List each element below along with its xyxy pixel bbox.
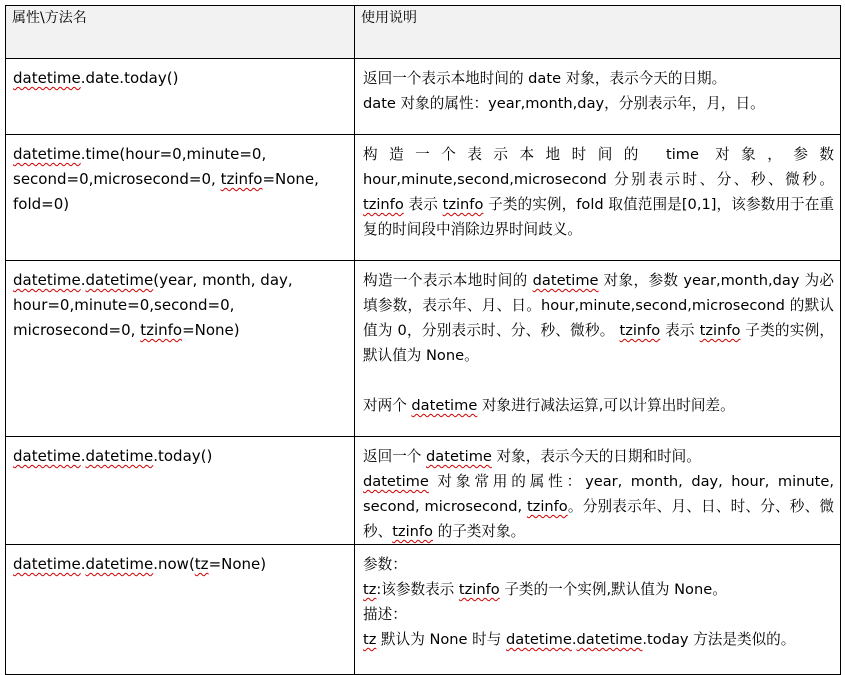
cell-paragraph bbox=[363, 577, 834, 602]
cell-text: . bbox=[80, 271, 86, 289]
spellcheck-flagged-word: datetime bbox=[363, 473, 429, 490]
spellcheck-flagged-word: datetime bbox=[411, 397, 478, 414]
spellcheck-flagged-word: datetime bbox=[85, 271, 154, 289]
header-cell-usage: 使用说明 bbox=[355, 6, 841, 59]
cell-paragraph bbox=[13, 142, 348, 217]
spellcheck-flagged-word: tzinfo bbox=[526, 498, 568, 515]
table-row bbox=[6, 261, 841, 437]
cell-text: (year, month, day, hour=0,minute=0,second=0, microsecond=0, bbox=[13, 271, 293, 339]
cell-paragraph bbox=[363, 91, 834, 116]
cell-text: :该参数表示 bbox=[376, 581, 459, 598]
cell-paragraph bbox=[363, 66, 834, 91]
usage-cell bbox=[355, 59, 841, 135]
cell-text: 构造一个表示本地时间的 time 对象，参数 hour,minute,second,microsecond 分别表示时、分、秒、微秒。 bbox=[363, 146, 834, 188]
spellcheck-flagged-word: tzinfo bbox=[140, 321, 183, 339]
spellcheck-flagged-word: tz bbox=[194, 555, 209, 573]
cell-text: 构造一个表示本地时间的 bbox=[363, 272, 533, 289]
cell-text: 对象，表示今天的日期和时间。 bbox=[491, 448, 701, 465]
cell-text: 表示 bbox=[403, 196, 443, 213]
cell-text: 子类的一个实例,默认值为 None。 bbox=[499, 581, 727, 598]
cell-paragraph bbox=[13, 268, 348, 343]
spellcheck-flagged-word: datetime bbox=[13, 447, 81, 465]
cell-text: =None) bbox=[182, 321, 240, 339]
spellcheck-flagged-word: datetime bbox=[85, 447, 154, 465]
cell-paragraph bbox=[363, 444, 834, 469]
cell-text: . bbox=[80, 555, 86, 573]
cell-text: 子类的实例，默认值为 None。 bbox=[363, 322, 834, 364]
spellcheck-flagged-word: datetime bbox=[13, 555, 81, 573]
spellcheck-flagged-word: datetime bbox=[13, 271, 81, 289]
cell-text: .today() bbox=[153, 447, 213, 465]
cell-text: 的子类对象。 bbox=[432, 523, 526, 540]
spellcheck-flagged-word: tzinfo bbox=[699, 322, 741, 339]
cell-text: .time(hour=0,minute=0, second=0,microsecond=0, bbox=[13, 145, 267, 188]
cell-text: .date.today() bbox=[80, 69, 179, 87]
cell-text: . bbox=[80, 447, 86, 465]
table-row bbox=[6, 59, 841, 135]
spellcheck-flagged-word: datetime bbox=[426, 448, 492, 465]
method-cell bbox=[6, 135, 355, 261]
cell-text: 返回一个 bbox=[363, 448, 427, 465]
cell-text: =None, fold=0) bbox=[13, 170, 319, 213]
spellcheck-flagged-word: tzinfo bbox=[442, 196, 484, 213]
cell-paragraph bbox=[363, 602, 834, 627]
api-table bbox=[5, 5, 841, 675]
spellcheck-flagged-word: tzinfo bbox=[458, 581, 500, 598]
cell-text: =None) bbox=[208, 555, 267, 573]
cell-paragraph bbox=[363, 142, 834, 242]
table-header-row bbox=[6, 6, 841, 59]
cell-paragraph bbox=[363, 368, 834, 393]
method-cell bbox=[6, 437, 355, 545]
cell-text: 返回一个表示本地时间的 date 对象，表示今天的日期。 bbox=[363, 70, 727, 87]
spellcheck-flagged-word: tz bbox=[363, 631, 377, 648]
table-row bbox=[6, 135, 841, 261]
cell-text: 对象常用的属性：year, month, day, hour, minute, second, microsecond, bbox=[363, 473, 834, 515]
cell-paragraph bbox=[363, 393, 834, 418]
spellcheck-flagged-word: tzinfo bbox=[220, 170, 263, 188]
cell-paragraph bbox=[363, 268, 834, 368]
spellcheck-flagged-word: datetime bbox=[13, 145, 81, 163]
cell-text: 描述： bbox=[363, 606, 407, 623]
cell-paragraph bbox=[13, 552, 348, 577]
table-row bbox=[6, 545, 841, 675]
cell-text: 对象进行减法运算,可以计算出时间差。 bbox=[477, 397, 735, 414]
spellcheck-flagged-word: datetime bbox=[576, 631, 643, 648]
spellcheck-flagged-word: tzinfo bbox=[619, 322, 661, 339]
cell-text: 参数： bbox=[363, 556, 407, 573]
method-cell bbox=[6, 261, 355, 437]
spellcheck-flagged-word: datetime bbox=[532, 272, 599, 289]
method-cell bbox=[6, 59, 355, 135]
usage-cell bbox=[355, 437, 841, 545]
cell-text: 对两个 bbox=[363, 397, 412, 414]
table-row bbox=[6, 437, 841, 545]
cell-paragraph bbox=[13, 66, 348, 91]
cell-text: 子类的实例，fold 取值范围是[0,1]，该参数用于在重复的时间段中消除边界时间歧义。 bbox=[363, 196, 834, 238]
usage-cell bbox=[355, 545, 841, 675]
cell-text: 默认为 None 时与 bbox=[376, 631, 506, 648]
spellcheck-flagged-word: tz bbox=[363, 581, 377, 598]
cell-text: . bbox=[571, 631, 577, 648]
method-cell bbox=[6, 545, 355, 675]
cell-text: 表示 bbox=[660, 322, 700, 339]
cell-text: .now( bbox=[153, 555, 195, 573]
cell-paragraph bbox=[363, 552, 834, 577]
cell-paragraph bbox=[363, 627, 834, 652]
cell-paragraph bbox=[13, 444, 348, 469]
cell-text: date 对象的属性：year,month,day，分别表示年，月，日。 bbox=[363, 95, 765, 112]
spellcheck-flagged-word: tzinfo bbox=[363, 196, 404, 213]
cell-text: 对象，参数 year,month,day 为必填参数，表示年、月、日。hour,minute,second,microsecond 的默认值为 0，分别表示时、分、秒、微秒。 bbox=[363, 272, 834, 339]
cell-paragraph bbox=[363, 469, 834, 544]
spellcheck-flagged-word: datetime bbox=[506, 631, 572, 648]
spellcheck-flagged-word: datetime bbox=[13, 69, 81, 87]
cell-text: .today 方法是类似的。 bbox=[642, 631, 796, 648]
usage-cell bbox=[355, 261, 841, 437]
spellcheck-flagged-word: tzinfo bbox=[392, 523, 433, 540]
cell-text: 。分别表示年、月、日、时、分、秒、微秒、 bbox=[363, 498, 834, 540]
spellcheck-flagged-word: datetime bbox=[85, 555, 154, 573]
usage-cell bbox=[355, 135, 841, 261]
header-cell-method: 属性\方法名 bbox=[6, 6, 355, 59]
